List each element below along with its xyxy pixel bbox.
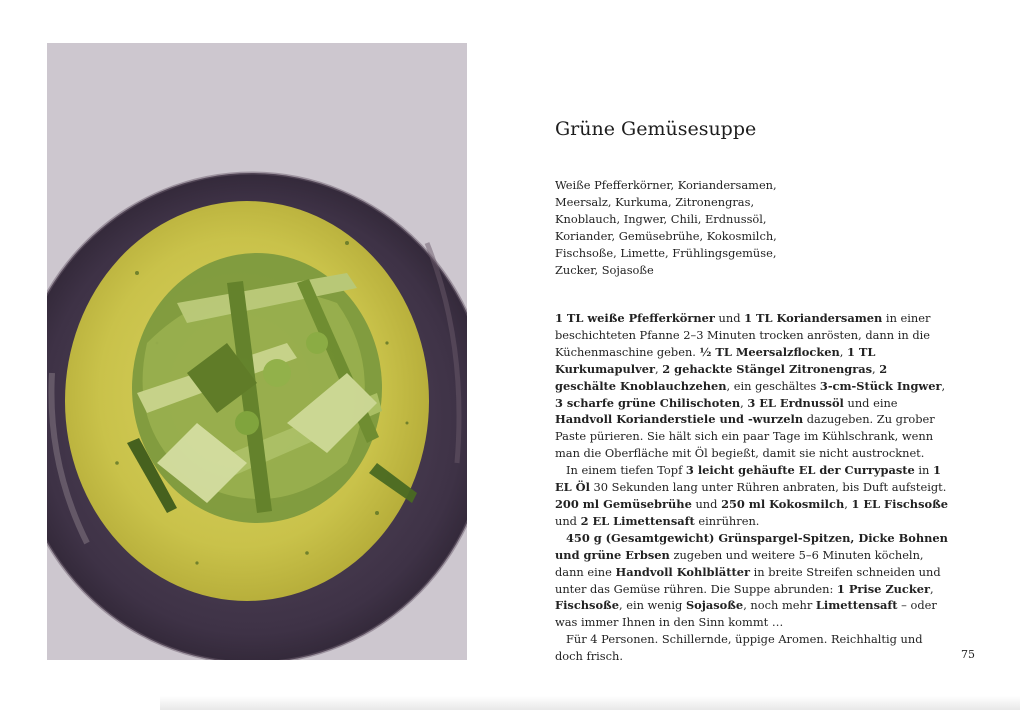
quantity-text: 450 g (Gesamtgewicht) Grünspargel-Spitzen, Dicke Bohnen und grüne Erbsen (555, 530, 948, 562)
quantity-text: ½ TL Meersalzflocken (699, 344, 840, 359)
method-text: 30 Sekunden lang unter Rühren anbraten, bis Duft aufsteigt. (589, 480, 947, 495)
method-text: , (930, 581, 934, 596)
method-paragraph (555, 462, 950, 530)
ingredients-line: Weiße Pfefferkörner, Koriandersamen, (555, 178, 777, 192)
method-text: , (740, 395, 748, 410)
quantity-text: 1 TL weiße Pfefferkörner (555, 311, 715, 325)
ingredients-line: Meersalz, Kurkuma, Zitronengras, (555, 194, 755, 209)
quantity-text: 1 TL Koriandersamen (744, 311, 883, 325)
quantity-text: Sojasoße (685, 598, 744, 613)
method-text: Für 4 Personen. Schillernde, üppige Aromen. Reichhaltig und doch frisch. (555, 632, 923, 664)
method-text: , ein wenig (618, 598, 686, 613)
method-text: in breite Streifen schneiden und unter das Gemüse rühren. Die Suppe abrunden: (555, 564, 941, 596)
quantity-text: 2 gehackte Stängel Zitronengras (662, 361, 873, 376)
quantity-text: Handvoll Korianderstiele und -wurzeln (555, 412, 804, 427)
method-text: , ein geschältes (726, 378, 820, 393)
quantity-text: 2 geschälte Knoblauchzehen (555, 361, 888, 393)
quantity-text: 3 EL Erdnussöl (747, 395, 844, 410)
recipe-method (555, 310, 950, 665)
method-text: – oder was immer Ihnen in den Sinn kommt … (555, 598, 937, 630)
quantity-text: Limettensaft (815, 598, 898, 613)
method-text: , (844, 496, 852, 511)
quantity-text: 3-cm-Stück Ingwer (819, 378, 942, 393)
quantity-text: 3 leicht gehäufte EL der Currypaste (685, 463, 915, 478)
method-text: , (872, 361, 880, 376)
method-text: zugeben und weitere 5–6 Minuten köcheln, dann eine (555, 547, 924, 579)
page-number: 75 (961, 648, 975, 661)
method-paragraph (555, 310, 950, 462)
quantity-text: 1 EL Fischsoße (851, 496, 948, 511)
method-text: und (714, 311, 745, 325)
quantity-text: Fischsoße (555, 598, 619, 613)
quantity-text: 3 scharfe grüne Chilischoten (555, 395, 741, 410)
method-text: , (839, 344, 848, 359)
soup-photo (47, 43, 467, 660)
method-text: In einem tiefen Topf (566, 463, 686, 478)
ingredients-list (555, 177, 815, 278)
method-text: , (654, 361, 663, 376)
method-text: in einer beschichteten Pfanne 2–3 Minuten trocken anrösten, dann in die Küchenmaschine geben. (555, 311, 931, 359)
method-paragraph (555, 631, 950, 665)
quantity-text: 200 ml Gemüsebrühe (555, 496, 692, 511)
ingredients-line: Fischsoße, Limette, Frühlingsgemüse, (555, 245, 777, 260)
quantity-text: 1 Prise Zucker (836, 581, 931, 596)
quantity-text: 2 EL Limettensaft (580, 513, 695, 528)
method-text: einrühren. (694, 513, 760, 528)
page-shadow (160, 696, 1020, 710)
quantity-text: Handvoll Kohlblätter (615, 564, 750, 579)
quantity-text: 1 TL Kurkumapulver (555, 344, 876, 376)
method-text: in (914, 463, 933, 478)
method-text: und (555, 513, 581, 528)
method-text: dazugeben. Zu grober Paste pürieren. Sie hält sich ein paar Tage im Kühlschrank, wenn man die Oberfläche mit Öl begießt, damit sie nicht austrocknet. (555, 412, 935, 461)
quantity-text: 250 ml Kokosmilch (721, 496, 845, 511)
method-text: und eine (843, 395, 898, 410)
method-text: , noch mehr (743, 598, 816, 613)
ingredients-line: Knoblauch, Ingwer, Chili, Erdnussöl, (555, 211, 767, 226)
method-text: und (691, 496, 722, 511)
ingredients-line: Koriander, Gemüsebrühe, Kokosmilch, (555, 228, 777, 243)
ingredients-line: Zucker, Sojasoße (555, 262, 654, 277)
recipe-title: Grüne Gemüsesuppe (555, 118, 757, 140)
quantity-text: 1 EL Öl (555, 463, 941, 495)
method-text: , (941, 378, 946, 393)
method-paragraph (555, 530, 950, 631)
